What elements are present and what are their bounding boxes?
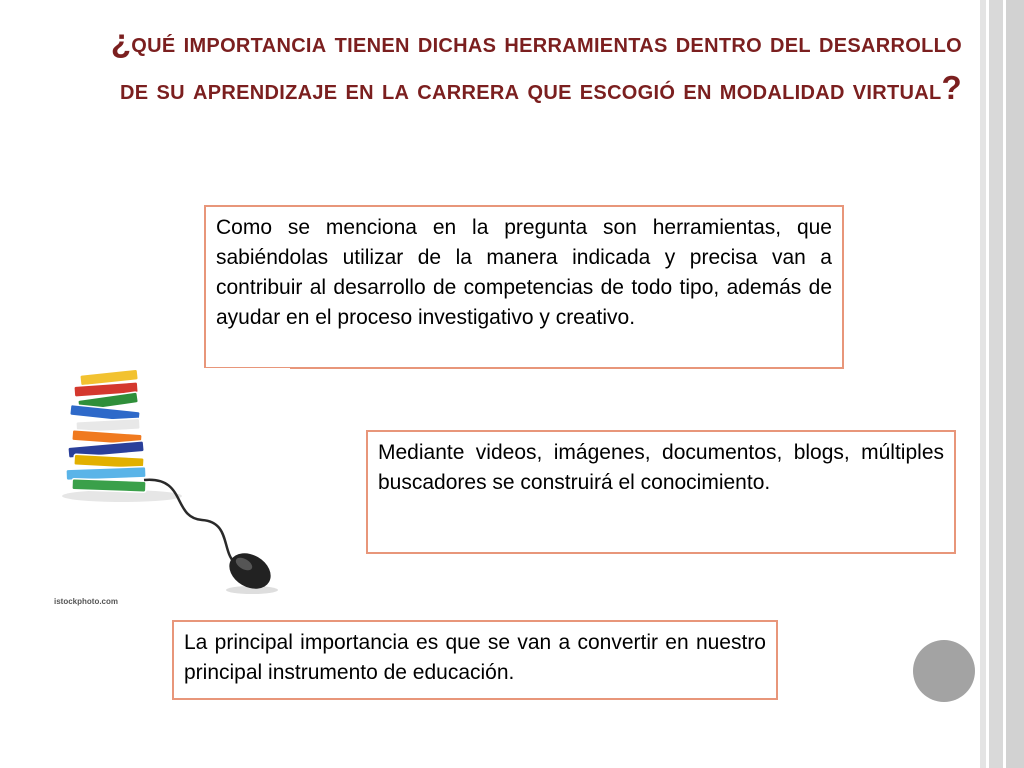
text-box-2 xyxy=(366,430,956,554)
books-and-mouse-image xyxy=(52,368,290,608)
books-mouse-illustration xyxy=(52,368,290,608)
text-box-3 xyxy=(172,620,778,700)
title-close-mark: ? xyxy=(941,69,962,106)
text-box-1 xyxy=(204,205,844,369)
title-text: qué importancia tienen dichas herramientas dentro del desarrollo de su aprendizaje en la carrera que escogió en modalidad virtual xyxy=(120,27,962,105)
right-decorative-rail xyxy=(980,0,1024,768)
decorative-gray-circle xyxy=(913,640,975,702)
rail-stripe xyxy=(1006,0,1024,768)
book-stack xyxy=(66,369,146,492)
book xyxy=(72,479,146,493)
rail-stripe xyxy=(989,0,1003,768)
text-box-2-text: Mediante videos, imágenes, documentos, blogs, múltiples buscadores se construirá el conocimiento. xyxy=(378,441,944,494)
text-box-3-text: La principal importancia es que se van a convertir en nuestro principal instrumento de educación. xyxy=(184,631,766,684)
image-watermark: istockphoto.com xyxy=(54,597,119,606)
title-open-mark: ¿ xyxy=(110,22,132,59)
slide-title xyxy=(100,18,962,112)
text-box-1-text: Como se menciona en la pregunta son herramientas, que sabiéndolas utilizar de la manera indicada y precisa van a contribuir al desarrollo de competencias de todo tipo, además de ayudar en el proceso investigativo y creativo. xyxy=(216,216,832,329)
